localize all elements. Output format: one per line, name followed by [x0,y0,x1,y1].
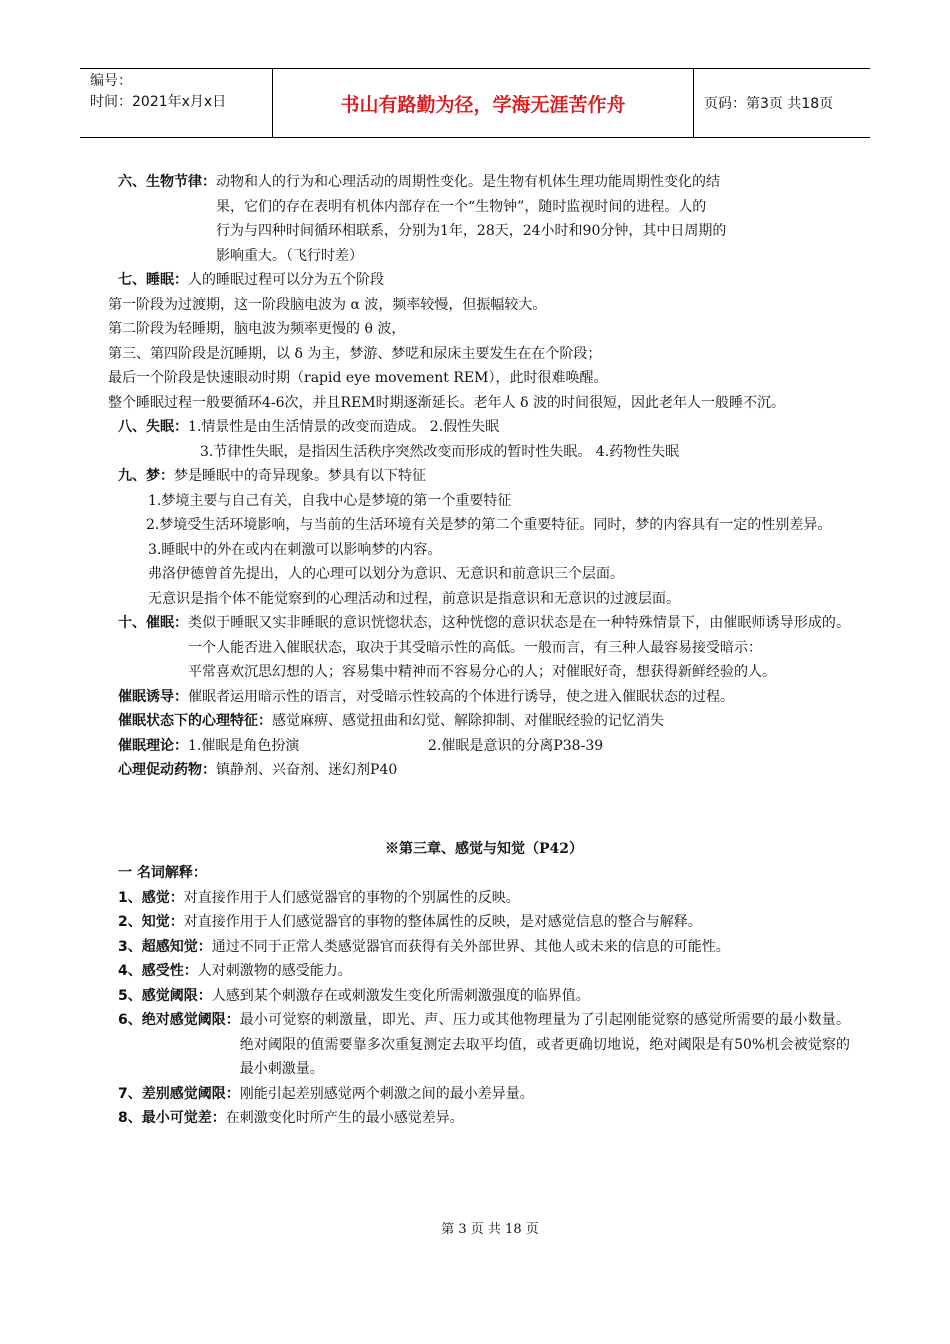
definition-text: 对直接作用于人们感觉器官的事物的个别属性的反映。 [183,889,520,906]
section-insomnia: 八、失眠：1.情景性是由生活情景的改变而造成。 2.假性失眠 [118,419,500,435]
definition-item [118,886,850,911]
paragraph-line: 影响重大。（飞行时差） [216,247,363,264]
header-motto: 书山有路勤为径，学海无涯苦作舟 [273,69,694,137]
definition-item [118,1106,850,1131]
section-dream: 九、梦：梦是睡眠中的奇异现象。梦具有以下特征 [118,468,426,484]
definition-term: 1、感觉： [118,889,184,906]
term-line: 心理促动药物：镇静剂、兴奋剂、迷幻剂P40 [118,762,398,778]
definition-text: 在刺激变化时所产生的最小感觉差异。 [225,1110,464,1126]
term-line: 催眠状态下的心理特征：感觉麻痹、感觉扭曲和幻觉、解除抑制、对催眠经验的记忆消失 [118,713,664,729]
definition-text: 最小可觉察的刺激量，即光、声、压力或其他物理量为了引起刚能觉察的感觉所需要的最小数量。绝对阈限的值需要靠多次重复测定去取平均值，或者更确切地说，绝对阈限是有50%机会被觉察的最小刺激量。 [239,1012,850,1077]
definition-item [118,984,850,1009]
header-page-label: 页码：第3页 共18页 [704,96,834,112]
definition-text: 人对刺激物的感受能力。 [197,963,352,979]
paragraph-line: 行为与四种时间循环相联系，分别为1年，28天，24小时和90分钟，其中日周期的 [216,223,727,239]
term-line: 催眠诱导：催眠者运用暗示性的语言，对受暗示性较高的个体进行诱导，使之进入催眠状态的过程。 [118,688,734,705]
paragraph: 类似于睡眠又实非睡眠的意识恍惚状态，这种恍惚的意识状态是在一种特殊情景下，由催眠师诱导形成的。 一个人能否进入催眠状态，取决于其受暗示性的高低。一般而言，有三种人最容易接受暗示： [188,615,850,656]
definition-term: 3、超感知觉： [118,938,212,955]
definition-list [118,886,850,1131]
list-item: 1.梦境主要与自己有关，自我中心是梦境的第一个重要特征 [148,492,512,509]
definition-text: 通过不同于正常人类感觉器官而获得有关外部世界、其他人或未来的信息的可能性。 [211,938,730,955]
paragraph-line: 果，它们的存在表明有机体内部存在一个“生物钟”，随时监视时间的进程。人的 [216,198,707,215]
definition-item [118,910,850,935]
chapter-title: ※第三章、感觉与知觉（P42） [384,840,583,857]
paragraph-line: 第二阶段为轻睡期，脑电波为频率更慢的 θ 波， [108,321,406,337]
definition-item [118,959,850,984]
list-item: 3.睡眠中的外在或内在刺激可以影响梦的内容。 [148,541,442,558]
definition-term: 8、最小可觉差： [118,1110,226,1126]
paragraph-line: 第三、第四阶段是沉睡期，以 δ 为主，梦游、梦呓和尿床主要发生在在个阶段； [108,345,602,362]
section-sleep: 七、睡眠：人的睡眠过程可以分为五个阶段 [118,272,384,288]
definition-term: 6、绝对感觉阈限： [118,1012,240,1028]
paragraph-line: 整个睡眠过程一般要循环4-6次，并且REM时期逐渐延长。老年人 δ 波的时间很短，因此老年人一般睡不沉。 [108,394,785,411]
section-biorhythm [118,170,850,268]
definition-text: 对直接作用于人们感觉器官的事物的整体属性的反映，是对感觉信息的整合与解释。 [183,914,702,930]
paragraph-line: 第一阶段为过渡期，这一阶段脑电波为 α 波，频率较慢，但振幅较大。 [108,296,547,313]
definition-text: 人感到某个刺激存在或刺激发生变化所需刺激强度的临界值。 [211,987,590,1004]
paragraph-line: 最后一个阶段是快速眼动时期（rapid eye movement REM），此时很难唤醒。 [108,370,608,386]
paragraph-line: 3.节律性失眠，是指因生活秩序突然改变而形成的暂时性失眠。 4.药物性失眠 [200,443,680,460]
definition-term: 2、知觉： [118,914,184,930]
header-meta [80,69,273,137]
definition-item [118,935,850,960]
paragraph-line: 无意识是指个体不能觉察到的心理活动和过程，前意识是指意识和无意识的过渡层面。 [148,590,680,607]
section-title: 六、生物节律： [118,174,216,190]
definition-text: 刚能引起差别感觉两个刺激之间的最小差异量。 [239,1085,534,1102]
definition-item [118,1008,850,1082]
definition-term: 5、感觉阈限： [118,987,212,1004]
time-label: 时间：2021年x月x日 [90,94,227,110]
paragraph-line: 弗洛伊德曾首先提出，人的心理可以划分为意识、无意识和前意识三个层面。 [148,566,624,582]
definition-term: 7、差别感觉阈限： [118,1085,240,1102]
page-footer: 第 3 页 共 18 页 [441,1222,539,1237]
subsection-title: 一 名词解释： [118,865,207,881]
paragraph-line: 动物和人的行为和心理活动的周期性变化。是生物有机体生理功能周期性变化的结 [216,174,720,190]
list-item: 2.梦境受生活环境影响，与当前的生活环境有关是梦的第二个重要特征。同时，梦的内容具有一定的性别差异。 [146,517,832,533]
section-hypnosis: 十、催眠： 类似于睡眠又实非睡眠的意识恍惚状态，这种恍惚的意识状态是在一种特殊情景下，由催眠师诱导形成的。 一个人能否进入催眠状态，取决于其受暗示性的高低。一般而言，有三种人最容易接受暗示： 平常喜欢沉思幻想的人；容易集中精神而不容易分心的人；对催眠好奇，想获得新鲜经验的人。 [118,611,850,685]
page-header [80,68,870,138]
number-label: 编号： [90,73,132,89]
term-line: 催眠理论：1.催眠是角色扮演 2.催眠是意识的分离P38-39 [118,737,604,754]
definition-term: 4、感受性： [118,963,198,979]
document-body [108,170,850,1131]
paragraph: 平常喜欢沉思幻想的人；容易集中精神而不容易分心的人；对催眠好奇，想获得新鲜经验的人。 [188,664,776,680]
definition-item [118,1082,850,1107]
